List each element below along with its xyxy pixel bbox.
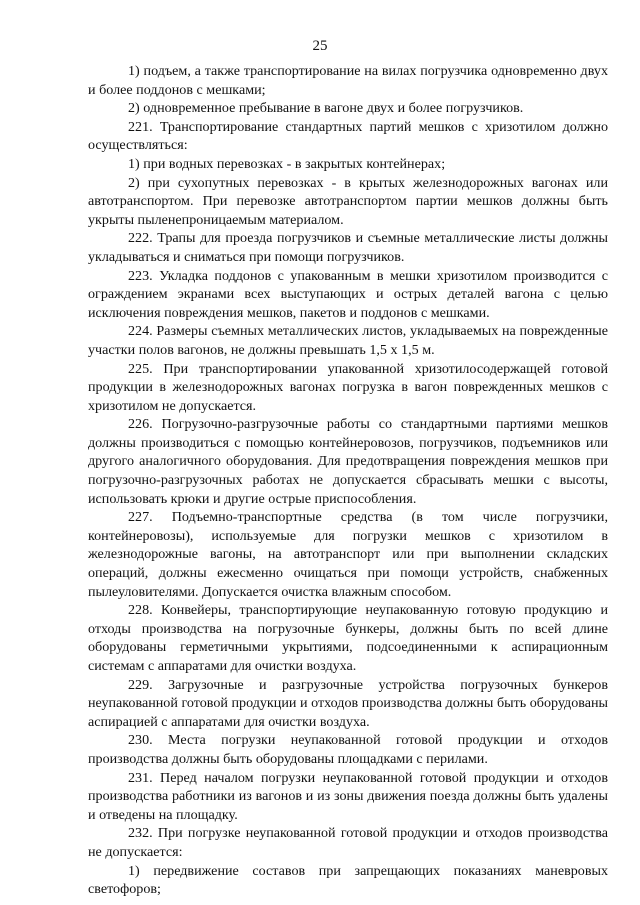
paragraph: 226. Погрузочно-разгрузочные работы со стандартными партиями мешков должны производиться с помощью контейнеровозов, погрузчиков, подъемников или другого аналогичного оборудования. Для предотвращения повреждения мешков при погрузочно-разгрузочных работах не допускается сбрасывать мешки с высоты, использовать крюки и другие острые приспособления. (88, 416, 608, 507)
page-number: 25 (312, 38, 328, 54)
paragraph: 1) передвижение составов при запрещающих показаниях маневровых светофоров; (88, 862, 608, 898)
document-body (88, 62, 608, 899)
paragraph: 229. Загрузочные и разгрузочные устройства погрузочных бункеров неупакованной готовой продукции и отходов производства должны быть оборудованы аспирацией с аппаратами для очистки воздуха. (88, 676, 608, 730)
paragraph: 2) одновременное пребывание в вагоне двух и более погрузчиков. (128, 100, 524, 117)
paragraph: 2) при сухопутных перевозках - в крытых железнодорожных вагонах или автотранспортом. При перевозке автотранспортом партии мешков должны быть укрыты пыленепроницаемым материалом. (88, 174, 608, 228)
paragraph: 230. Места погрузки неупакованной готовой продукции и отходов производства должны быть оборудованы площадками с перилами. (88, 732, 608, 767)
paragraph: 1) подъем, а также транспортирование на вилах погрузчика одновременно двух и более поддонов с мешками; (88, 63, 608, 98)
paragraph: 227. Подъемно-транспортные средства (в том числе погрузчики, контейнеровозы), используемые для погрузки мешков с хризотилом в железнодорожные вагоны, на автотранспорт или при выполнении складских операций, должны ежесменно очищаться при помощи устройств, снабженных пылеуловителями. Допускается очистка влажным способом. (88, 509, 608, 600)
paragraph: 1) при водных перевозках - в закрытых контейнерах; (128, 155, 446, 172)
paragraph: 231. Перед началом погрузки неупакованной готовой продукции и отходов производства работники из вагонов и из зоны движения поезда должны быть удалены и отведены на площадку. (88, 769, 608, 823)
paragraph: 221. Транспортирование стандартных партий мешков с хризотилом должно осуществляться: (88, 118, 608, 154)
paragraph: 232. При погрузке неупакованной готовой продукции и отходов производства не допускается: (88, 825, 608, 860)
paragraph: 225. При транспортировании упакованной хризотилосодержащей готовой продукции в железнодорожных вагонах погрузка в вагон поврежденных мешков с хризотилом не допускается. (88, 360, 608, 414)
paragraph: 222. Трапы для проезда погрузчиков и съемные металлические листы должны укладываться и сниматься при помощи погрузчиков. (88, 230, 608, 265)
paragraph: 223. Укладка поддонов с упакованным в мешки хризотилом производится с ограждением экранами всех выступающих и острых деталей вагона с целью исключения повреждения мешков, пакетов и поддонов с мешками. (88, 267, 608, 321)
paragraph: 224. Размеры съемных металлических листов, укладываемых на поврежденные участки полов вагонов, не должны превышать 1,5 х 1,5 м. (88, 323, 608, 358)
paragraph: 228. Конвейеры, транспортирующие неупакованную готовую продукцию и отходы производства на погрузочные бункеры, должны быть по всей длине оборудованы герметичными укрытиями, подсоединенными к аспирационным системам с аппаратами для очистки воздуха. (88, 602, 608, 674)
